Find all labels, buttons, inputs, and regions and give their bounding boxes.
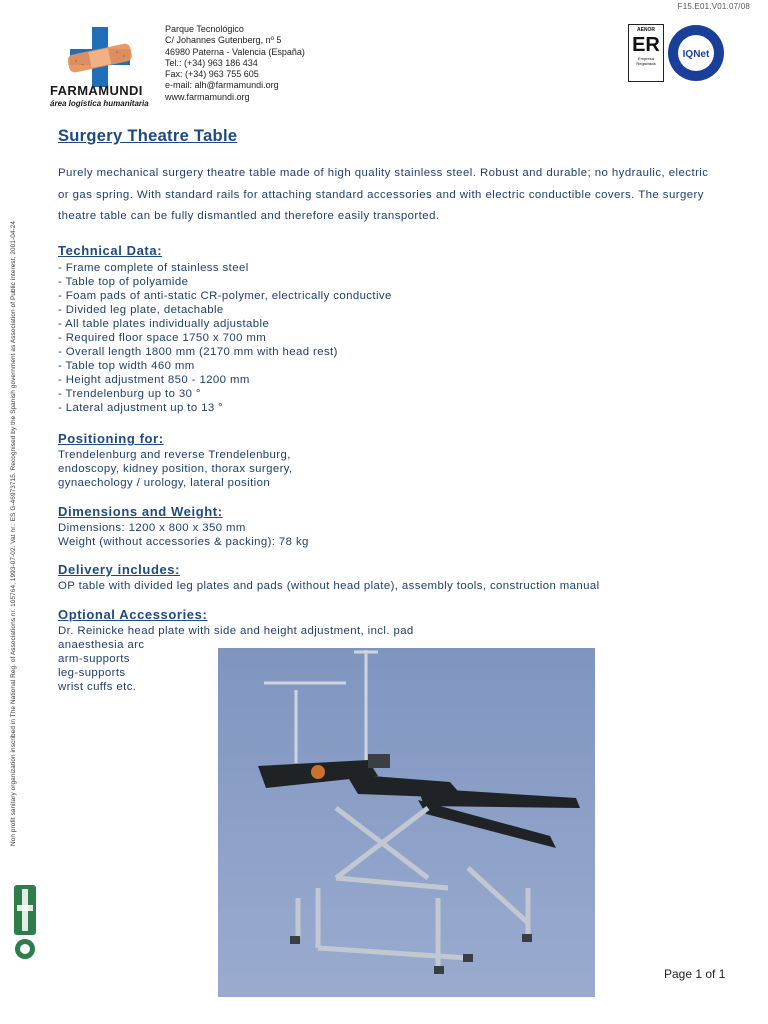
list-item: wrist cuffs etc. [58,681,137,693]
list-item: - Lateral adjustment up to 13 ° [58,402,224,414]
list-item: endoscopy, kidney position, thorax surgery, [58,463,293,475]
aenor-label: AENOR [636,27,656,33]
aenor-sub-label: Registrada [636,61,656,66]
address-line: C/ Johannes Gutenberg, nº 5 [165,35,282,46]
brand-tagline: área logística humanitaria [50,99,149,108]
intro-paragraph: Purely mechanical surgery theatre table made of high quality stainless steel. Robust and durable; no hydraulic, electric or gas spring. With standard rails for attaching standard accessories and with electric conductible covers. The surgery theatre table can be fully dismantled and therefore easily transported. [58,167,709,222]
dimensions-list [58,521,309,549]
website-link[interactable]: www.farmamundi.org [165,91,250,102]
fax-line: Fax: (+34) 963 755 605 [165,69,259,80]
aenor-er-mark: ER [632,34,660,56]
list-item: Dr. Reinicke head plate with side and height adjustment, incl. pad [58,625,414,637]
optional-accessories-heading: Optional Accessories: [58,607,208,622]
cross-plaster-icon [68,25,132,89]
iqnet-certification-seal [667,24,725,82]
list-item: - Frame complete of stainless steel [58,262,249,274]
list-item: Dimensions: 1200 x 800 x 350 mm [58,522,246,534]
page-title: Surgery Theatre Table [58,127,238,145]
list-item: leg-supports [58,667,126,679]
list-item: OP table with divided leg plates and pads (without head plate), assembly tools, construction manual [58,580,600,592]
list-item: - Height adjustment 850 - 1200 mm [58,374,250,386]
legal-note-text: Non profit sanitary organization inscribed in The National Reg. of Associations nr. 105764, 1993-07-02. Vat nr.: ES G-46973715. Recognised by the Spanish government as Association of Public interest, 2001-04-24 [10,220,17,846]
aenor-certification-badge [628,24,664,82]
positioning-heading: Positioning for: [58,431,164,446]
farmamundi-side-logo [10,885,40,963]
brand-name: FARMAMUNDI [50,83,143,98]
list-item: - Table top of polyamide [58,276,189,288]
list-item: - All table plates individually adjustable [58,318,270,330]
address-line: 46980 Paterna - Valencia (España) [165,46,305,57]
delivery-heading: Delivery includes: [58,562,181,577]
iqnet-label: IQNet [682,49,710,60]
list-item: anaesthesia arc [58,639,145,651]
list-item: Trendelenburg and reverse Trendelenburg, [58,449,291,461]
positioning-list [58,448,293,490]
document-code: F15.E01.V01.07/08 [677,2,750,11]
list-item: arm-supports [58,653,130,665]
list-item: - Divided leg plate, detachable [58,304,224,316]
list-item: - Overall length 1800 mm (2170 mm with head rest) [58,346,338,358]
technical-data-list [58,261,392,415]
address-block [165,24,305,103]
list-item: gynaechology / urology, lateral position [58,477,271,489]
email-link[interactable]: e-mail: alh@farmamundi.org [165,80,279,91]
list-item: - Foam pads of anti-static CR-polymer, electrically conductive [58,290,392,302]
technical-data-heading: Technical Data: [58,243,163,258]
dimensions-heading: Dimensions and Weight: [58,504,223,519]
list-item: - Required floor space 1750 x 700 mm [58,332,267,344]
address-line: Parque Tecnológico [165,24,244,34]
legal-note-vertical [10,96,24,846]
list-item: - Trendelenburg up to 30 ° [58,388,201,400]
delivery-list [58,579,600,593]
surgery-table-photo [218,648,595,997]
list-item: Weight (without accessories & packing): 78 kg [58,536,309,548]
page-number: Page 1 of 1 [664,967,726,981]
phone-line: Tel.: (+34) 963 186 434 [165,57,258,68]
list-item: - Table top width 460 mm [58,360,195,372]
aenor-sub-label: Empresa [637,56,654,61]
